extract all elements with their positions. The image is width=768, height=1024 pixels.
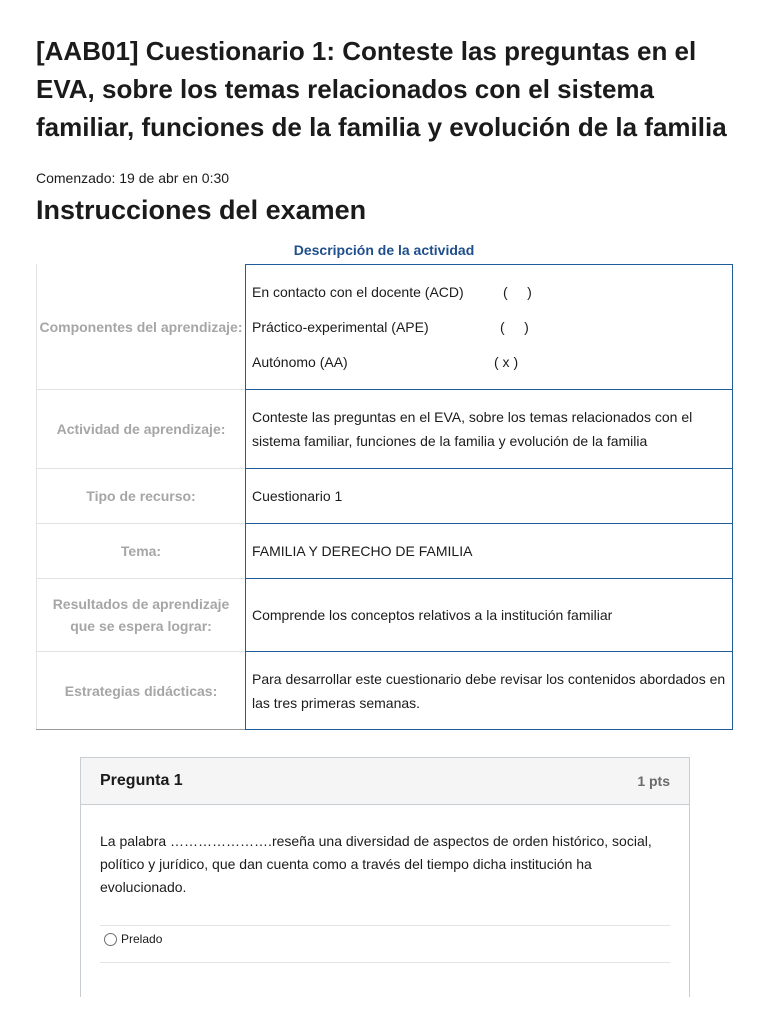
resource-type-value: Cuestionario 1 xyxy=(245,468,733,524)
answer-divider xyxy=(100,925,670,926)
learning-outcomes-label: Resultados de aprendizaje que se espera lograr: xyxy=(36,578,245,651)
didactic-strategies-value: Para desarrollar este cuestionario debe revisar los contenidos abordados en las tres primeras semanas. xyxy=(245,651,733,730)
answer-option[interactable] xyxy=(104,932,162,946)
component-mark: ( ) xyxy=(500,319,529,335)
started-timestamp: Comenzado: 19 de abr en 0:30 xyxy=(36,170,230,186)
component-name: En contacto con el docente (ACD) xyxy=(252,284,464,300)
learning-activity-label: Actividad de aprendizaje: xyxy=(36,389,245,468)
question-header xyxy=(81,758,689,805)
question-card xyxy=(80,757,690,997)
quiz-title: [AAB01] Cuestionario 1: Conteste las preguntas en el EVA, sobre los temas relacionados con el sistema familiar, funciones de la familia y evolución de la familia xyxy=(36,36,727,142)
components-label: Componentes del aprendizaje: xyxy=(36,264,245,389)
instructions-heading: Instrucciones del examen xyxy=(36,195,367,225)
didactic-strategies-label: Estrategias didácticas: xyxy=(36,651,245,729)
topic-label: Tema: xyxy=(36,523,245,578)
answer-option-label: Prelado xyxy=(121,932,163,946)
components-cell xyxy=(245,264,733,390)
component-name: Práctico-experimental (APE) xyxy=(252,319,429,335)
component-mark: ( ) xyxy=(503,284,532,300)
component-name: Autónomo (AA) xyxy=(252,354,348,370)
learning-activity-value: Conteste las preguntas en el EVA, sobre los temas relacionados con el sistema familiar, funciones de la familia y evolución de la familia xyxy=(245,389,733,469)
learning-outcomes-value: Comprende los conceptos relativos a la institución familiar xyxy=(245,578,733,652)
table-bottom-divider xyxy=(36,729,245,730)
activity-table-caption: Descripción de la actividad xyxy=(293,242,475,258)
topic-value: FAMILIA Y DERECHO DE FAMILIA xyxy=(245,523,733,579)
resource-type-label: Tipo de recurso: xyxy=(36,468,245,523)
radio-button[interactable] xyxy=(104,933,117,946)
component-item xyxy=(252,310,726,345)
question-points: 1 pts xyxy=(637,773,670,789)
component-mark: ( x ) xyxy=(494,354,519,370)
component-item xyxy=(252,275,726,310)
answer-divider xyxy=(100,962,670,963)
question-text: La palabra ………………….reseña una diversidad de aspectos de orden histórico, social, político y jurídico, que dan cuenta como a través del tiempo dicha institución ha evolucionado. xyxy=(100,833,652,895)
component-item xyxy=(252,345,726,380)
question-title: Pregunta 1 xyxy=(100,772,183,789)
